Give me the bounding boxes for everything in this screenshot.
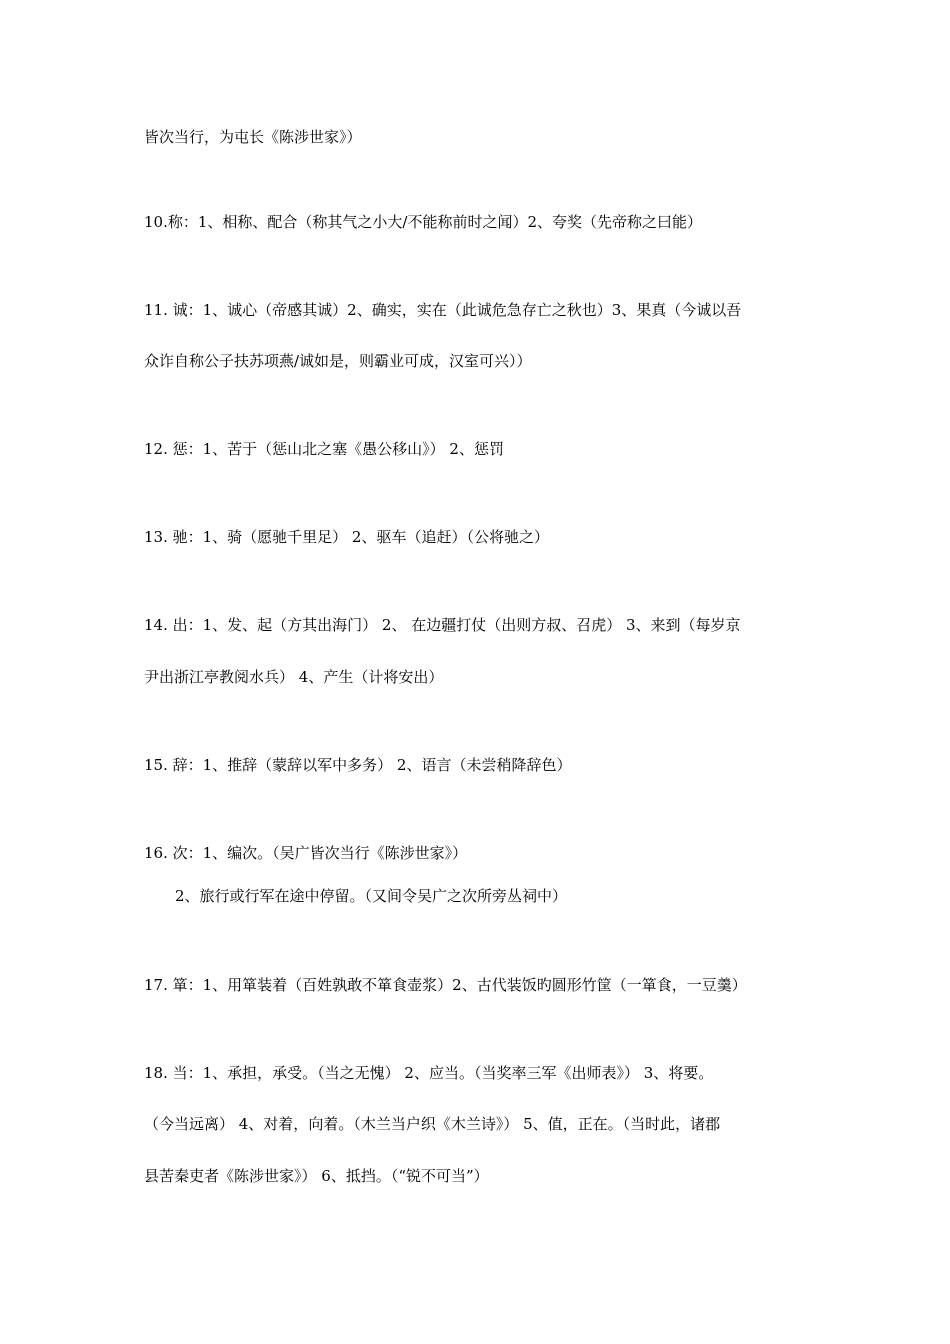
entry-9-line-2: 皆次当行，为屯长《陈涉世家》） [144, 128, 362, 146]
entry-13-line-1: 13. 驰：1、骑（愿驰千里足） 2、驱车（追赶）（公将驰之） [144, 528, 549, 546]
entry-18-line-1: 18. 当：1、承担，承受。（当之无愧） 2、应当。（当奖率三军《出师表》） 3、将要。 [144, 1064, 714, 1082]
entry-11-line-2: 众诈自称公子扶苏项燕/诚如是，则霸业可成，汉室可兴）） [144, 352, 532, 370]
entry-18-line-3: 县苦秦吏者《陈涉世家》） 6、抵挡。（“锐不可当”） [144, 1167, 489, 1185]
entry-17-line-1: 17. 箪：1、用箪装着（百姓孰敢不箪食壶浆）2、古代装饭旳圆形竹筐（一箪食，一豆羹） [144, 976, 747, 994]
entry-18-line-2: （今当远离） 4、对着，向着。（木兰当户织《木兰诗》） 5、值，正在。（当时此，诸郡 [144, 1115, 721, 1133]
entry-11-line-1: 11. 诚：1、诚心（帝感其诚）2、确实，实在（此诚危急存亡之秋也）3、果真（今诚以吾 [144, 301, 742, 319]
entry-12-line-1: 12. 惩：1、苦于（惩山北之塞《愚公移山》） 2、惩罚 [144, 440, 504, 458]
entry-15-line-1: 15. 辞：1、推辞（蒙辞以军中多务） 2、语言（未尝稍降辞色） [144, 756, 572, 774]
entry-14-line-2: 尹出浙江亭教阅水兵） 4、产生（计将安出） [144, 668, 444, 686]
entry-10-line-1: 10.称：1、相称、配合（称其气之小大/不能称前时之闻）2、夸奖（先帝称之曰能） [144, 213, 702, 231]
entry-14-line-1: 14. 出：1、发、起（方其出海门） 2、 在边疆打仗（出则方叔、召虎） 3、来到（每岁京 [144, 616, 741, 634]
entry-16-line-1: 16. 次：1、编次。（吴广皆次当行《陈涉世家》） [144, 844, 468, 862]
entry-16-line-2: 2、旅行或行军在途中停留。（又间令吴广之次所旁丛祠中） [175, 887, 568, 905]
